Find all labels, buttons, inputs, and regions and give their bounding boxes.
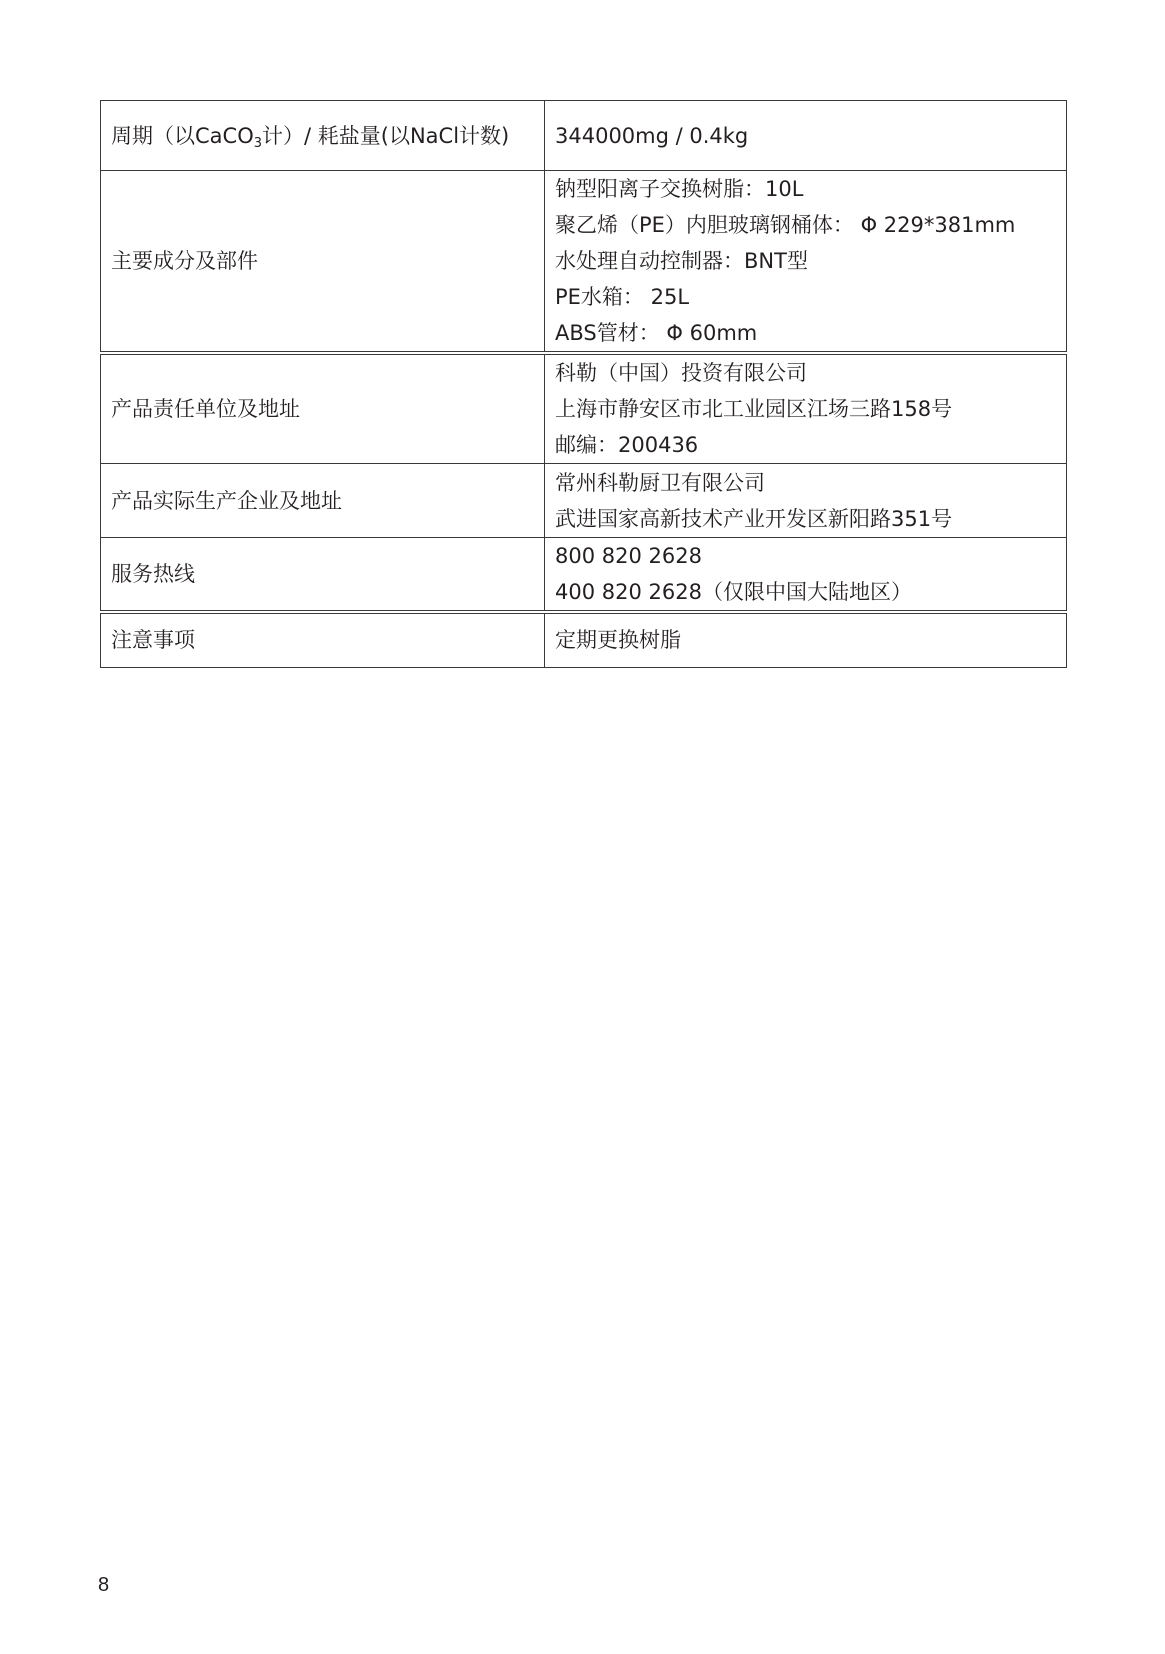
table-row-responsible-unit	[101, 353, 1067, 464]
row-value: 上海市静安区市北工业园区江场三路158号	[555, 397, 953, 421]
row-label-cell	[101, 101, 545, 171]
row-value-cell	[545, 464, 1067, 538]
row-value-cell	[545, 538, 1067, 613]
row-value: 聚乙烯（PE）内胆玻璃钢桶体： Φ 229*381mm	[555, 213, 1016, 237]
row-value-cell	[545, 171, 1067, 354]
row-value: 800 820 2628	[555, 544, 702, 568]
product-spec-table	[100, 100, 1067, 668]
row-label: 服务热线	[111, 562, 195, 586]
row-value: 武进国家高新技术产业开发区新阳路351号	[555, 506, 953, 531]
row-value-cell	[545, 612, 1067, 667]
row-label: 周期（以CaCO$_3$计）/ 耗盐量(以NaCl计数)	[111, 123, 510, 151]
row-label-cell	[101, 612, 545, 667]
row-value: 钠型阳离子交换树脂：10L	[555, 177, 804, 201]
row-label-cell	[101, 171, 545, 354]
row-label-cell	[101, 464, 545, 538]
table-row-cycle	[101, 101, 1067, 171]
table-row-manufacturer	[101, 464, 1067, 538]
row-value: 定期更换树脂	[555, 628, 681, 653]
row-label-cell	[101, 538, 545, 613]
row-value: 邮编：200436	[555, 433, 699, 457]
row-value: PE水箱： 25L	[555, 285, 690, 309]
row-value-cell	[545, 353, 1067, 464]
row-label-cell	[101, 353, 545, 464]
row-value-cell	[545, 101, 1067, 171]
row-value: 344000mg / 0.4kg	[555, 123, 749, 148]
row-value: 水处理自动控制器：BNT型	[555, 249, 808, 273]
row-value: ABS管材： Φ 60mm	[555, 321, 758, 345]
row-label: 注意事项	[111, 628, 195, 653]
row-label: 产品责任单位及地址	[111, 397, 300, 421]
row-label: 产品实际生产企业及地址	[111, 488, 342, 513]
table-row-notes	[101, 612, 1067, 667]
row-value: 常州科勒厨卫有限公司	[555, 470, 765, 495]
row-value: 科勒（中国）投资有限公司	[555, 361, 807, 385]
table-row-hotline	[101, 538, 1067, 613]
page-number: 8	[98, 1574, 110, 1596]
row-label: 主要成分及部件	[111, 249, 258, 273]
table-row-components	[101, 171, 1067, 354]
row-value: 400 820 2628（仅限中国大陆地区）	[555, 580, 912, 604]
